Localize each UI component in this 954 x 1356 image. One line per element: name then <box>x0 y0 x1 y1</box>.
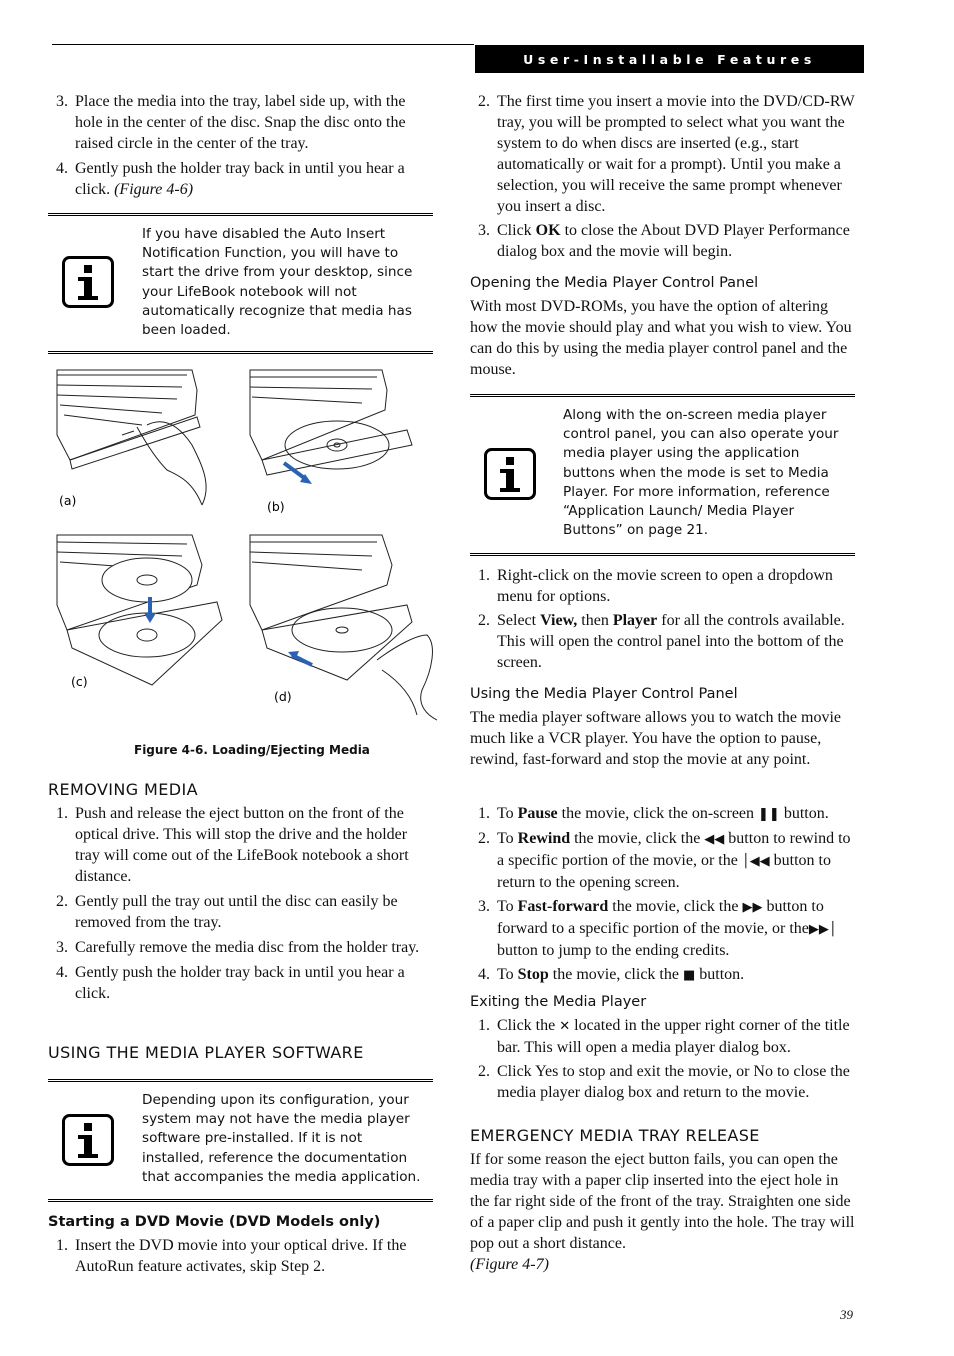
rewind-icon: ◀◀ <box>704 832 725 847</box>
open-steps <box>470 565 858 673</box>
paragraph: The media player software allows you to watch the movie much like a VCR player. You have the option to pause, rewind, fast-forward and stop the movie at any point. <box>470 709 841 768</box>
subheading-using-control-panel: Using the Media Player Control Panel <box>470 686 738 702</box>
figure-loading-ejecting-media <box>52 365 437 725</box>
list-item: 1. Push and release the eject button on the front of the optical drive. This will stop the drive and the holder tray will come out of the LifeBook notebook a short distance. <box>56 805 409 885</box>
list-item: 3. Click OK to close the About DVD Player Performance dialog box and the movie will begin. <box>478 222 850 260</box>
list-item: 3. Place the media into the tray, label side up, with the hole in the center of the disc. Snap the disc onto the raised circle in the center of the tray. <box>56 93 406 152</box>
right-top-steps <box>470 91 858 262</box>
figure-label-a: (a) <box>59 493 77 508</box>
list-item: 1. Insert the DVD movie into your optical drive. If the AutoRun feature activates, skip Step 2. <box>56 1237 407 1275</box>
list-item: 3. Carefully remove the media disc from the holder tray. <box>56 939 420 956</box>
list-item: 1. Right-click on the movie screen to open a dropdown menu for options. <box>478 567 833 605</box>
header-rule <box>52 44 474 45</box>
list-item: 2. Gently pull the tray out until the disc can easily be removed from the tray. <box>56 893 398 931</box>
skip-forward-icon: ▶▶│ <box>808 922 837 937</box>
list-item: 2. Click Yes to stop and exit the movie, or No to close the media player dialog box and return to the movie. <box>478 1063 850 1101</box>
info-icon <box>62 1114 114 1166</box>
figure-label-c: (c) <box>71 674 88 689</box>
exit-steps <box>470 1015 860 1103</box>
control-steps <box>470 803 858 986</box>
list-item: 2. Select View, then Player for all the controls available. This will open the control panel into the bottom of the screen. <box>478 612 845 671</box>
paragraph: If for some reason the eject button fails, you can open the media tray with a paper clip inserted into the eject hole in the far right side of the front of the tray. Straighten one side of a paper clip and push it gently into the hole. The tray will pop out a short distance. (Figure 4-7) <box>470 1151 855 1273</box>
page-number: 39 <box>840 1307 853 1322</box>
figure-caption: Figure 4-6. Loading/Ejecting Media <box>134 743 370 757</box>
stop-icon: ■ <box>682 968 696 983</box>
list-item: 4. To Stop the movie, click the ■ button. <box>478 966 745 983</box>
pause-icon: ❚❚ <box>758 807 780 822</box>
figure-label-d: (d) <box>274 689 292 704</box>
note-text: Along with the on-screen media player control panel, you can also operate your media player using the application buttons when the mode is set to Media Player. For more information, reference “Application Launch/ Media Player Buttons” on page 21. <box>563 407 839 539</box>
fast-forward-icon: ▶▶ <box>742 900 763 915</box>
info-note <box>48 213 433 354</box>
close-icon: ✕ <box>559 1019 571 1034</box>
section-heading-removing-media: REMOVING MEDIA <box>48 780 198 799</box>
subheading-exiting-media-player: Exiting the Media Player <box>470 994 647 1010</box>
note-text: If you have disabled the Auto Insert Notification Function, you will have to start the drive from your desktop, since your LifeBook notebook will not automatically recognize that media has been loaded. <box>142 226 413 339</box>
section-heading-emergency-tray-release: EMERGENCY MEDIA TRAY RELEASE <box>470 1126 760 1145</box>
info-icon <box>62 256 114 308</box>
figure-label-b: (b) <box>267 499 285 514</box>
figure-reference: (Figure 4-7) <box>470 1256 549 1273</box>
subheading-opening-control-panel: Opening the Media Player Control Panel <box>470 275 759 291</box>
info-note <box>470 394 855 556</box>
list-item: 4. Gently push the holder tray back in until you hear a click. <box>56 964 405 1002</box>
note-text: Depending upon its configuration, your system may not have the media player software pre-installed. If it is not installed, reference the documentation that accompanies the media application. <box>142 1092 421 1185</box>
list-item: 3. To Fast-forward the movie, click the ▶▶ button to forward to a specific portion of the movie, or the▶▶│ button to jump to the ending credits. <box>478 898 837 959</box>
list-item: 1. To Pause the movie, click the on-screen ❚❚ button. <box>478 805 829 822</box>
figure-reference: (Figure 4-6) <box>114 181 194 198</box>
left-top-steps <box>48 91 433 200</box>
skip-back-icon: │◀◀ <box>741 854 770 869</box>
list-item: 2. To Rewind the movie, click the ◀◀ button to rewind to a specific portion of the movie, or the │◀◀ button to return to the opening screen. <box>478 830 851 891</box>
removing-steps <box>48 803 433 1004</box>
section-heading-media-player-software: USING THE MEDIA PLAYER SOFTWARE <box>48 1043 364 1062</box>
laptop-drawing-c <box>57 535 222 685</box>
laptop-drawing-a <box>57 370 206 505</box>
info-icon <box>484 448 536 500</box>
section-header: User-Installable Features <box>475 45 864 73</box>
info-note <box>48 1079 433 1202</box>
list-item: 1. Click the ✕ located in the upper right corner of the title bar. This will open a media player dialog box. <box>478 1017 850 1056</box>
list-item: 2. The first time you insert a movie into the DVD/CD-RW tray, you will be prompted to select what you want the system to do when discs are inserted (e.g., start automatically or wait for a prompt). Until you make a selection, you will receive the same prompt whenever you insert a disc. <box>478 93 855 215</box>
dvd-steps <box>48 1235 433 1277</box>
paragraph: With most DVD-ROMs, you have the option of altering how the movie should play and what you wish to view. You can do this by using the media player control panel and the mouse. <box>470 298 852 378</box>
list-item: 4. Gently push the holder tray back in until you hear a click. (Figure 4-6) <box>56 160 405 198</box>
subheading-starting-dvd: Starting a DVD Movie (DVD Models only) <box>48 1214 381 1230</box>
laptop-drawing-b <box>250 370 412 475</box>
